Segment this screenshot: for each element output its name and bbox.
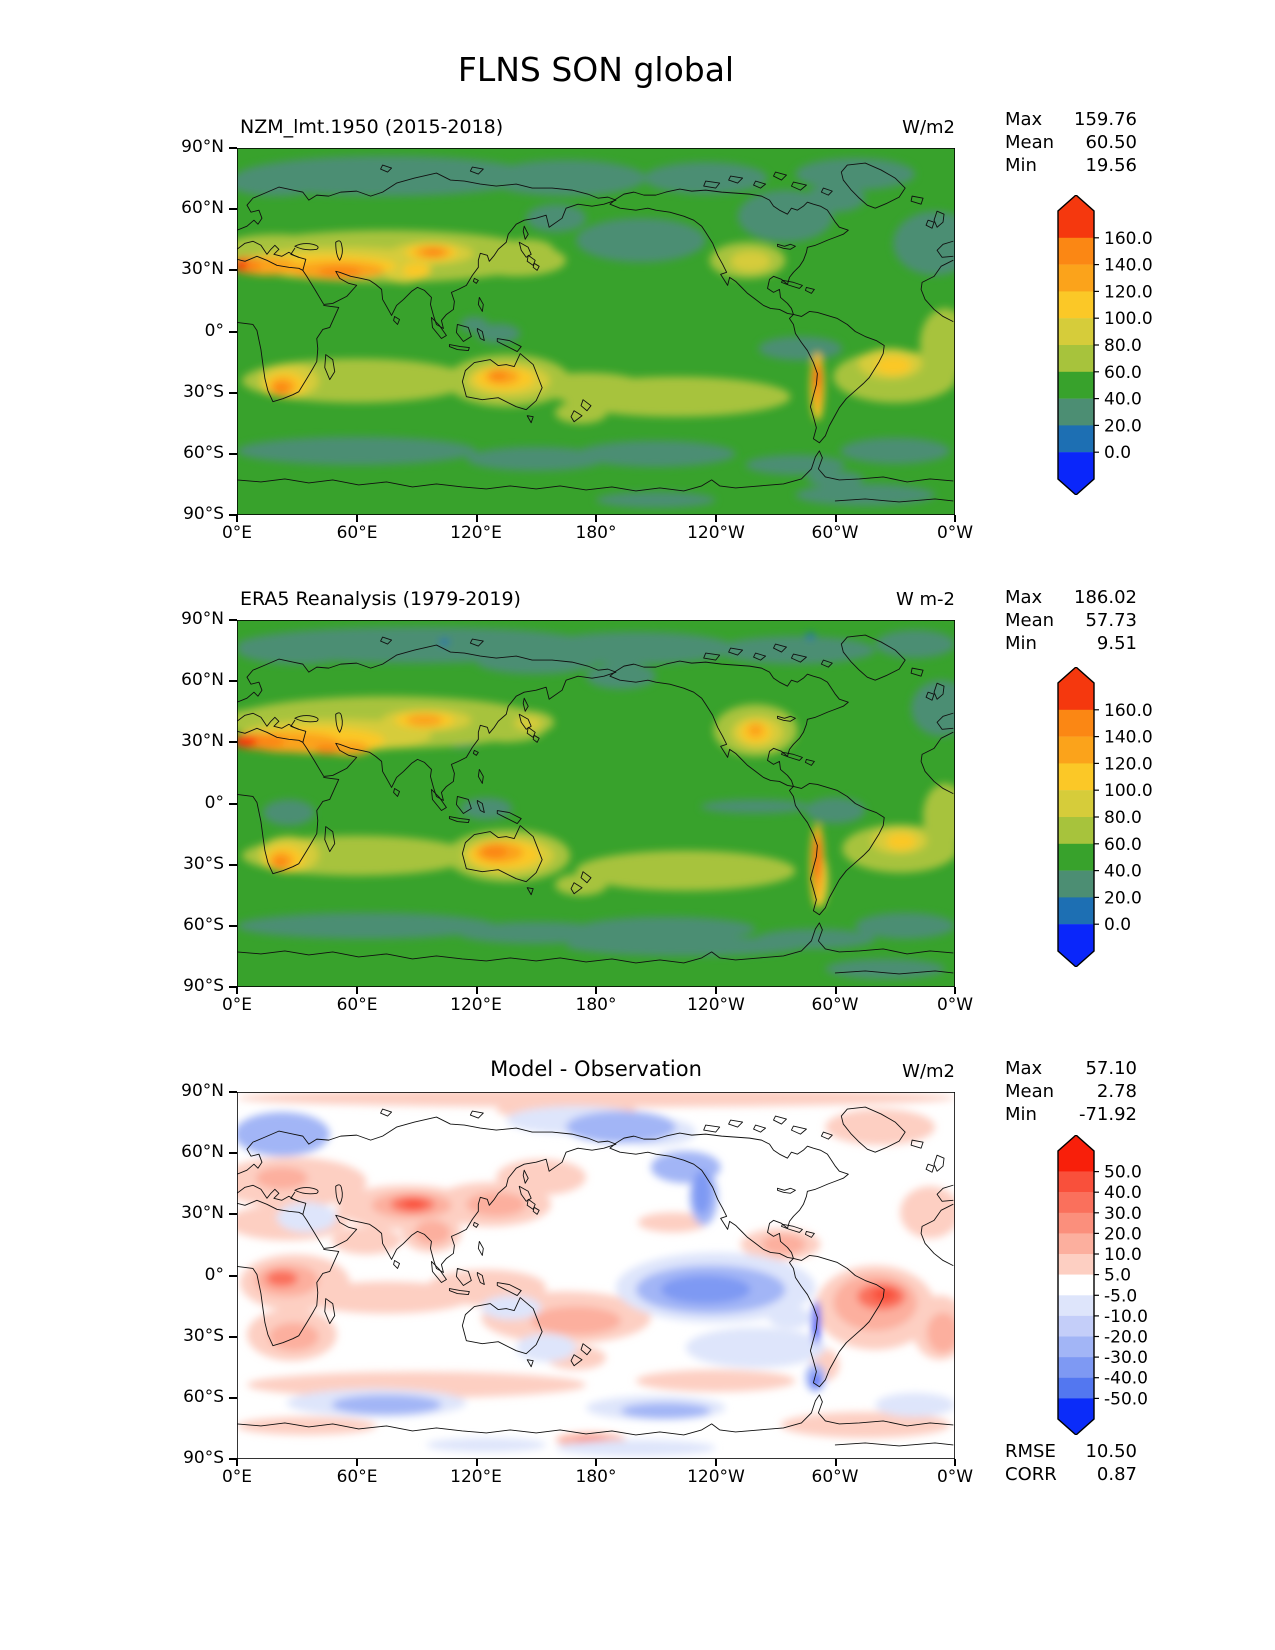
x-tick-label: 60°E [336,1467,378,1487]
metric-label: CORR [1005,1464,1057,1485]
panel-units: W/m2 [902,1061,955,1082]
stat-label: Max [1005,109,1043,130]
cbar-tick-label: 40.0 [1104,861,1142,882]
stat-label: Max [1005,1058,1043,1079]
stat-value: 60.50 [1085,132,1137,153]
cbar-tick-label: -20.0 [1104,1327,1148,1348]
x-tick [236,1459,238,1466]
cbar-tick-label: 0.0 [1104,443,1132,464]
y-tick [229,331,237,333]
x-tick-label: 0°W [936,523,974,543]
y-tick-label: 30°N [181,731,224,751]
x-tick-label: 0°W [936,995,974,1015]
stat-label: Min [1005,1104,1037,1125]
panel-title: Model - Observation [490,1057,702,1081]
metrics-block [1005,1440,1137,1486]
x-tick [715,1459,717,1466]
metric-value: 0.87 [1096,1464,1137,1485]
x-tick [835,1459,837,1466]
x-tick-label: 0°E [221,523,253,543]
y-tick-label: 90°S [183,976,224,996]
x-tick [476,1459,478,1466]
cbar-tick-label: 30.0 [1104,1203,1142,1224]
figure-title: FLNS SON global [457,50,735,89]
x-tick-label: 60°W [811,995,859,1015]
x-tick-label: 120°E [450,523,502,543]
y-tick-label: 0° [204,793,224,813]
cbar-tick-label: 60.0 [1104,362,1142,383]
cbar-tick-label: 20.0 [1104,1224,1142,1245]
x-tick-label: 120°E [450,1467,502,1487]
x-tick [835,515,837,522]
x-tick [476,987,478,994]
stat-label: Min [1005,633,1037,654]
stats-block [1005,108,1137,177]
x-tick-label: 180° [575,523,617,543]
cbar-tick-label: 20.0 [1104,416,1142,437]
cbar-tick-label: 120.0 [1104,282,1153,303]
x-tick [715,515,717,522]
cbar-tick-label: -10.0 [1104,1306,1148,1327]
y-tick [229,864,237,866]
x-tick [356,515,358,522]
stat-value: -71.92 [1078,1104,1137,1125]
y-tick-label: 60°N [181,670,224,690]
y-tick-label: 60°S [183,1387,224,1407]
y-tick [229,392,237,394]
colorbar-era5 [1054,667,1174,967]
cbar-tick-label: 100.0 [1104,781,1153,802]
cbar-tick-label: 60.0 [1104,834,1142,855]
y-tick-label: 0° [204,1265,224,1285]
y-tick [229,925,237,927]
x-tick [595,987,597,994]
x-tick-label: 120°E [450,995,502,1015]
stat-label: Mean [1005,1081,1055,1102]
x-tick [954,987,956,994]
colorbar-diff [1054,1135,1174,1435]
x-tick-label: 180° [575,1467,617,1487]
stat-value: 9.51 [1096,633,1137,654]
stat-value: 57.73 [1085,610,1137,631]
panel-units: W m-2 [895,589,955,610]
stat-label: Mean [1005,610,1055,631]
stats-block [1005,586,1137,655]
x-tick [954,1459,956,1466]
x-tick [356,1459,358,1466]
cbar-tick-label: 80.0 [1104,336,1142,356]
cbar-tick-label: 40.0 [1104,1183,1142,1204]
x-tick-label: 60°E [336,523,378,543]
stat-value: 57.10 [1085,1058,1137,1079]
x-tick-label: 60°W [811,1467,859,1487]
y-tick-label: 90°N [181,1081,224,1101]
y-tick [229,1397,237,1399]
y-tick-label: 90°N [181,137,224,157]
y-tick [229,619,237,621]
cbar-tick-label: 100.0 [1104,309,1153,330]
y-tick [229,147,237,149]
y-tick [229,1213,237,1215]
x-tick [236,515,238,522]
cbar-tick-label: 140.0 [1104,727,1153,748]
x-tick [476,515,478,522]
cbar-tick-label: 160.0 [1104,228,1153,249]
stat-label: Min [1005,155,1037,176]
cbar-tick-label: 120.0 [1104,754,1153,775]
map-diff [237,1092,955,1459]
panel-units: W/m2 [902,117,955,138]
stat-value: 2.78 [1096,1081,1137,1102]
y-tick-label: 30°S [183,382,224,402]
y-tick [229,453,237,455]
y-tick-label: 90°N [181,609,224,629]
cbar-tick-label: 40.0 [1104,389,1142,410]
x-tick [236,987,238,994]
y-tick-label: 90°S [183,504,224,524]
y-tick [229,803,237,805]
y-tick-label: 30°N [181,259,224,279]
cbar-tick-label: -30.0 [1104,1348,1148,1369]
y-tick-label: 60°S [183,443,224,463]
stat-label: Max [1005,587,1043,608]
y-tick-label: 0° [204,321,224,341]
x-tick [595,515,597,522]
y-tick-label: 30°S [183,1326,224,1346]
stat-value: 186.02 [1074,587,1137,608]
y-tick-label: 60°S [183,915,224,935]
y-tick-label: 90°S [183,1448,224,1468]
y-tick [229,208,237,210]
x-tick [954,515,956,522]
y-tick-label: 30°S [183,854,224,874]
cbar-tick-label: 10.0 [1104,1245,1142,1265]
y-tick [229,1275,237,1277]
x-tick [595,1459,597,1466]
stat-value: 19.56 [1085,155,1137,176]
y-tick [229,1336,237,1338]
cbar-tick-label: -40.0 [1104,1368,1148,1389]
cbar-tick-label: 160.0 [1104,700,1153,721]
cbar-tick-label: 0.0 [1104,915,1132,936]
cbar-tick-label: 50.0 [1104,1162,1142,1183]
cbar-tick-label: -5.0 [1104,1286,1138,1307]
y-tick [229,680,237,682]
panel-title: ERA5 Reanalysis (1979-2019) [240,588,521,610]
x-tick-label: 120°W [687,995,745,1015]
x-tick [356,987,358,994]
y-tick [229,741,237,743]
stats-block [1005,1057,1137,1126]
metric-label: RMSE [1005,1441,1056,1462]
x-tick-label: 180° [575,995,617,1015]
cbar-tick-label: 20.0 [1104,888,1142,909]
map-era5 [237,620,955,987]
x-tick-label: 60°W [811,523,859,543]
y-tick-label: 60°N [181,1142,224,1162]
cbar-tick-label: 5.0 [1104,1265,1132,1286]
x-tick-label: 0°W [936,1467,974,1487]
y-tick-label: 60°N [181,198,224,218]
x-tick-label: 60°E [336,995,378,1015]
panel-title: NZM_lmt.1950 (2015-2018) [240,116,504,138]
y-tick [229,1152,237,1154]
x-tick-label: 120°W [687,523,745,543]
x-tick-label: 0°E [221,1467,253,1487]
y-tick [229,1091,237,1093]
cbar-tick-label: 80.0 [1104,808,1142,828]
stat-label: Mean [1005,132,1055,153]
map-model [237,148,955,515]
metric-value: 10.50 [1085,1441,1137,1462]
cbar-tick-label: 140.0 [1104,255,1153,276]
cbar-tick-label: -50.0 [1104,1389,1148,1410]
x-tick-label: 120°W [687,1467,745,1487]
x-tick [715,987,717,994]
y-tick-label: 30°N [181,1203,224,1223]
x-tick-label: 0°E [221,995,253,1015]
x-tick [835,987,837,994]
stat-value: 159.76 [1074,109,1137,130]
y-tick [229,269,237,271]
colorbar-model [1054,195,1174,495]
